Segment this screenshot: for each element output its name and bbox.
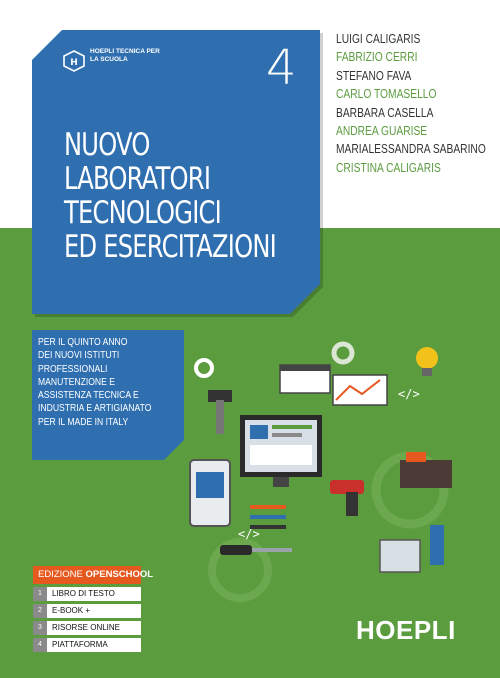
- edition-header: [33, 566, 154, 584]
- edition-item-label: LIBRO DI TESTO: [52, 589, 115, 598]
- edition-item: [33, 604, 141, 618]
- title-line: TECNOLOGICI: [64, 195, 221, 231]
- author-name: FABRIZIO CERRI: [336, 50, 418, 65]
- drill-icon: [330, 480, 364, 516]
- window-panel-icon: [280, 365, 387, 405]
- edition-item: [33, 587, 141, 601]
- technology-illustration: [180, 320, 480, 610]
- robot-arm-icon: [380, 525, 444, 572]
- edition-item: [33, 638, 141, 652]
- computer-monitor-icon: [240, 415, 322, 487]
- author-name: CARLO TOMASELLO: [336, 87, 437, 102]
- description-line: ASSISTENZA TECNICA E: [38, 389, 139, 402]
- edition-label-prefix: EDIZIONE: [38, 569, 83, 580]
- author-name: ANDREA GUARISE: [336, 123, 428, 138]
- author-name: CRISTINA CALIGARIS: [336, 160, 441, 175]
- author-name: MARIALESSANDRA SABARINO: [336, 142, 486, 157]
- edition-item-number: 3: [33, 621, 47, 635]
- description-line: MANUTENZIONE E: [38, 375, 116, 388]
- edition-box: [33, 566, 154, 652]
- title-line: LABORATORI: [64, 161, 211, 197]
- description-line: DEI NUOVI ISTITUTI: [38, 349, 120, 362]
- edition-item-label: E-BOOK +: [52, 606, 91, 615]
- edition-item: [33, 621, 141, 635]
- edition-item-number: 4: [33, 638, 47, 652]
- description-line: INDUSTRIA E ARTIGIANATO: [38, 402, 152, 415]
- svg-text:H: H: [70, 58, 78, 68]
- description-line: PROFESSIONALI: [38, 362, 108, 375]
- volume-number: 4: [266, 40, 297, 96]
- publisher-brand: HOEPLI: [356, 615, 456, 645]
- book-title: [64, 128, 314, 264]
- edition-item-label: PIATTAFORMA: [52, 640, 108, 649]
- edition-item-label: RISORSE ONLINE: [52, 623, 121, 632]
- series-logo-text: HOEPLI TECNICA PER LA SCUOLA: [90, 48, 160, 63]
- lightbulb-icon: [416, 347, 438, 376]
- tablet-icon: [190, 460, 230, 526]
- machine-icon: [400, 452, 452, 488]
- code-tag-icon: </>: [398, 387, 420, 401]
- author-name: BARBARA CASELLA: [336, 105, 434, 120]
- edition-label-suffix: OPENSCHOOL: [85, 569, 154, 580]
- author-name: LUIGI CALIGARIS: [336, 32, 421, 46]
- description-text: [38, 336, 186, 429]
- title-line: ED ESERCITAZIONI: [64, 229, 277, 265]
- cable-lines-icon: [250, 505, 286, 529]
- hoepli-tecnica-logo-icon: [63, 50, 85, 72]
- author-name: STEFANO FAVA: [336, 68, 412, 83]
- title-line: NUOVO: [64, 127, 150, 163]
- edition-item-number: 2: [33, 604, 47, 618]
- hammer-icon: [208, 390, 232, 434]
- edition-item-number: 1: [33, 587, 47, 601]
- code-tag-icon: </>: [238, 527, 260, 541]
- authors-list: [336, 30, 486, 177]
- description-line: PER IL QUINTO ANNO: [38, 336, 128, 348]
- description-line: PER IL MADE IN ITALY: [38, 415, 129, 428]
